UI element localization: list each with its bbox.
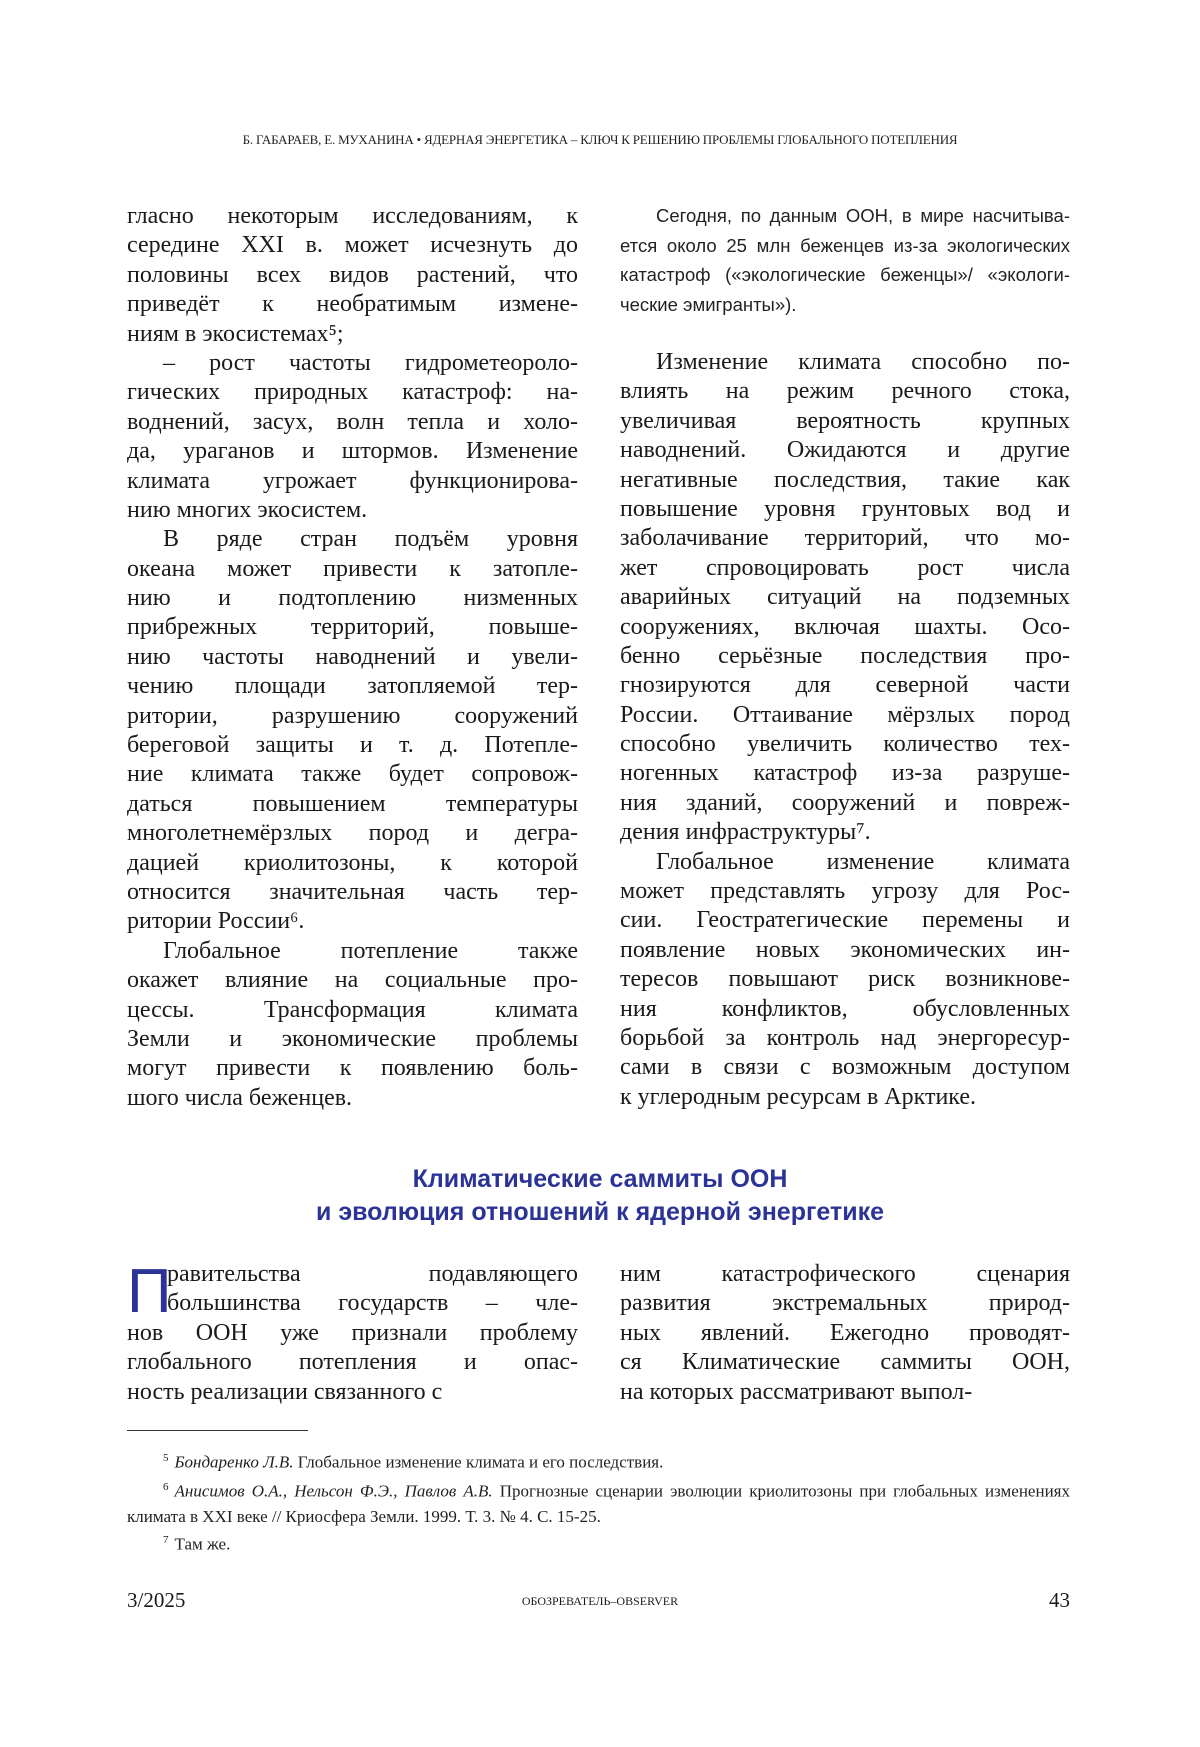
text-line: ния конфликтов, обусловленных — [620, 995, 1070, 1024]
footnote-number: 5 — [163, 1452, 169, 1464]
footnote-7 — [127, 1528, 1070, 1557]
text-line: многолетнемёрзлых пород и дегра- — [127, 819, 578, 848]
left-column-text — [127, 202, 578, 1113]
footnote-authors: Бондаренко Л.В. — [175, 1453, 294, 1472]
text-line: шого числа беженцев. — [127, 1084, 578, 1113]
running-header: Б. ГАБАРАЕВ, Е. МУХАНИНА • ЯДЕРНАЯ ЭНЕРГЕТИКА – КЛЮЧ К РЕШЕНИЮ ПРОБЛЕМЫ ГЛОБАЛЬНОГО ПОТЕПЛЕНИЯ — [0, 132, 1200, 148]
text-line: гласно некоторым исследованиям, к — [127, 202, 578, 231]
text-line: половины всех видов растений, что — [127, 261, 578, 290]
text-line: на которых рассматривают выпол- — [620, 1378, 1070, 1407]
text-line: ритории России⁶. — [127, 907, 578, 936]
section-heading-line-2: и эволюция отношений к ядерной энергетике — [0, 1196, 1200, 1229]
text-line: даться повышением температуры — [127, 790, 578, 819]
text-line: середине XXI в. может исчезнуть до — [127, 231, 578, 260]
section-right-column — [620, 1260, 1070, 1407]
footnote-text: Прогнозные сценарии эволюции криолитозоны при глобальных изменениях климата в XXI веке // Криосфера Земли. 1999. Т. 3. № 4. С. 15-25. — [127, 1482, 1070, 1526]
footer-issue-number: 3/2025 — [127, 1588, 185, 1613]
text-line: ногенных катастроф из-за разруше- — [620, 759, 1070, 788]
text-line: гических природных катастроф: на- — [127, 378, 578, 407]
text-line: прибрежных территорий, повыше- — [127, 613, 578, 642]
text-line: развития экстремальных природ- — [620, 1289, 1070, 1318]
text-line: океана может привести к затопле- — [127, 555, 578, 584]
footnote-6 — [127, 1475, 1070, 1529]
text-line: глобального потепления и опас- — [127, 1348, 578, 1377]
text-line: приведёт к необратимым измене- — [127, 290, 578, 319]
footnote-divider — [127, 1430, 308, 1431]
text-line: ним катастрофического сценария — [620, 1260, 1070, 1289]
text-line: способно увеличить количество тех- — [620, 730, 1070, 759]
text-line: бенно серьёзные последствия про- — [620, 642, 1070, 671]
text-line: увеличивая вероятность крупных — [620, 407, 1070, 436]
text-line: заболачивание территорий, что мо- — [620, 524, 1070, 553]
footnote-number: 6 — [163, 1481, 169, 1493]
text-line: тересов повышают риск возникнове- — [620, 965, 1070, 994]
text-line: ется около 25 млн беженцев из-за экологических — [620, 231, 1070, 261]
text-line: ность реализации связанного с — [127, 1378, 578, 1407]
text-line: влиять на режим речного стока, — [620, 377, 1070, 406]
text-line: жет спровоцировать рост числа — [620, 554, 1070, 583]
text-line: ритории, разрушению сооружений — [127, 702, 578, 731]
text-line: Сегодня, по данным ООН, в мире насчитыва- — [620, 201, 1070, 231]
footer-journal-name: ОБОЗРЕВАТЕЛЬ–OBSERVER — [0, 1594, 1200, 1609]
text-line: – рост частоты гидрометеороло- — [127, 349, 578, 378]
text-line: нов ООН уже признали проблему — [127, 1319, 578, 1348]
text-line: повышение уровня грунтовых вод и — [620, 495, 1070, 524]
text-line: ниям в экосистемах⁵; — [127, 320, 578, 349]
text-line: сооружениях, включая шахты. Осо- — [620, 613, 1070, 642]
text-line: к углеродным ресурсам в Арктике. — [620, 1083, 1070, 1112]
text-line: равительства подавляющего — [127, 1260, 578, 1289]
drop-cap: П — [127, 1264, 172, 1320]
text-line: сами в связи с возможным доступом — [620, 1053, 1070, 1082]
right-column-text — [620, 348, 1070, 1112]
text-line: катастроф («экологические беженцы»/ «экологи- — [620, 260, 1070, 290]
text-line: наводнений. Ожидаются и другие — [620, 436, 1070, 465]
text-line: может представлять угрозу для Рос- — [620, 877, 1070, 906]
text-line: нию частоты наводнений и увели- — [127, 643, 578, 672]
text-line: негативные последствия, такие как — [620, 466, 1070, 495]
text-line: нию и подтоплению низменных — [127, 584, 578, 613]
text-line: Глобальное изменение климата — [620, 848, 1070, 877]
text-line: Глобальное потепление также — [127, 937, 578, 966]
text-line: воднений, засух, волн тепла и холо- — [127, 408, 578, 437]
text-line: аварийных ситуаций на подземных — [620, 583, 1070, 612]
text-line: ческие эмигранты»). — [620, 290, 1070, 320]
text-line: цессы. Трансформация климата — [127, 996, 578, 1025]
text-line: Изменение климата способно по- — [620, 348, 1070, 377]
section-left-column — [127, 1260, 578, 1407]
text-line: относится значительная часть тер- — [127, 878, 578, 907]
footnote-5 — [127, 1446, 1070, 1475]
text-line: России. Оттаивание мёрзлых пород — [620, 701, 1070, 730]
footnote-authors: Анисимов О.А., Нельсон Ф.Э., Павлов А.В. — [175, 1482, 493, 1501]
text-line: береговой защиты и т. д. Потепле- — [127, 731, 578, 760]
footnote-text: Глобальное изменение климата и его последствия. — [294, 1453, 664, 1472]
text-line: ние климата также будет сопровож- — [127, 760, 578, 789]
text-line: большинства государств – чле- — [127, 1289, 578, 1318]
text-line: климата угрожает функционирова- — [127, 467, 578, 496]
text-line: гнозируются для северной части — [620, 671, 1070, 700]
text-line: В ряде стран подъём уровня — [127, 525, 578, 554]
text-line: могут привести к появлению боль- — [127, 1054, 578, 1083]
page-number: 43 — [1049, 1588, 1070, 1613]
text-line: чению площади затопляемой тер- — [127, 672, 578, 701]
footnote-text: Там же. — [175, 1535, 231, 1554]
text-line: борьбой за контроль над энергоресур- — [620, 1024, 1070, 1053]
sidebar-note — [620, 201, 1070, 319]
text-line: дения инфраструктуры⁷. — [620, 818, 1070, 847]
text-line: окажет влияние на социальные про- — [127, 966, 578, 995]
footnote-number: 7 — [163, 1534, 169, 1546]
text-line: Земли и экономические проблемы — [127, 1025, 578, 1054]
text-line: ся Климатические саммиты ООН, — [620, 1348, 1070, 1377]
text-line: сии. Геостратегические перемены и — [620, 906, 1070, 935]
text-line: ных явлений. Ежегодно проводят- — [620, 1319, 1070, 1348]
text-line: ния зданий, сооружений и повреж- — [620, 789, 1070, 818]
text-line: дацией криолитозоны, к которой — [127, 849, 578, 878]
section-heading-line-1: Климатические саммиты ООН — [0, 1163, 1200, 1196]
text-line: нию многих экосистем. — [127, 496, 578, 525]
text-line: да, ураганов и штормов. Изменение — [127, 437, 578, 466]
text-line: появление новых экономических ин- — [620, 936, 1070, 965]
section-heading — [0, 1163, 1200, 1229]
